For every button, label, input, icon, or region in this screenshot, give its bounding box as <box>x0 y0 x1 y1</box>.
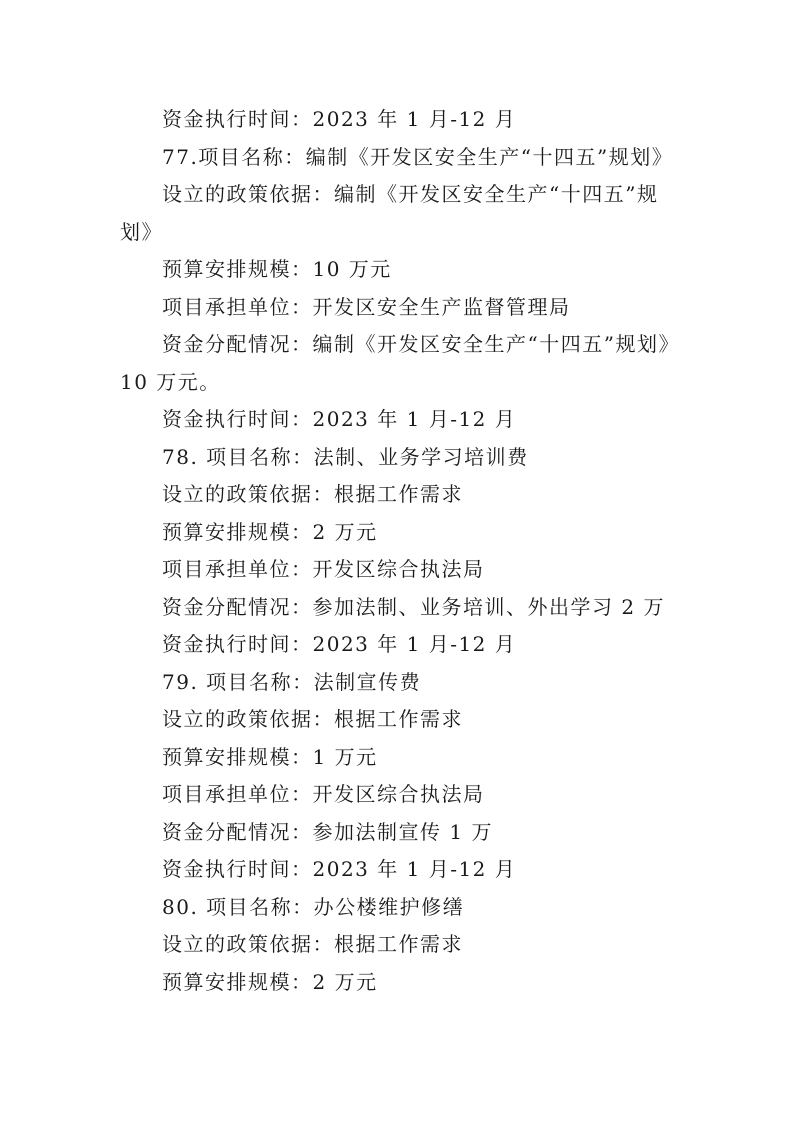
document-body <box>120 101 680 1001</box>
project-title: 78. 项目名称：法制、业务学习培训费 <box>162 444 529 469</box>
text-line: 资金执行时间：2023 年 1 月-12 月 <box>162 632 517 656</box>
text-line-wrapped: 设立的政策依据：编制《开发区安全生产“十四五”规划》 <box>120 182 659 244</box>
text-line: 项目承担单位：开发区综合执法局 <box>162 557 485 581</box>
text-line: 资金执行时间：2023 年 1 月-12 月 <box>162 407 517 431</box>
text-line-wrapped: 资金分配情况：编制《开发区安全生产“十四五”规划》10 万元。 <box>120 332 670 394</box>
text-line: 预算安排规模：2 万元 <box>162 969 378 994</box>
text-line: 设立的政策依据：根据工作需求 <box>162 707 463 731</box>
text-line: 资金分配情况：参加法制宣传 1 万 <box>162 819 493 844</box>
project-title: 77.项目名称：编制《开发区安全生产“十四五”规划》 <box>162 144 674 169</box>
text-line: 资金执行时间：2023 年 1 月-12 月 <box>162 107 517 131</box>
text-line: 项目承担单位：开发区综合执法局 <box>162 782 485 806</box>
text-line: 预算安排规模：2 万元 <box>162 519 378 544</box>
text-line: 设立的政策依据：根据工作需求 <box>162 932 463 956</box>
text-line: 预算安排规模：1 万元 <box>162 744 378 769</box>
text-line: 资金执行时间：2023 年 1 月-12 月 <box>162 857 517 881</box>
text-line: 资金分配情况：参加法制、业务培训、外出学习 2 万 <box>162 594 665 619</box>
text-line: 项目承担单位：开发区安全生产监督管理局 <box>162 294 571 319</box>
project-title: 79. 项目名称：法制宣传费 <box>162 669 422 694</box>
text-line: 预算安排规模：10 万元 <box>162 257 392 281</box>
project-title: 80. 项目名称：办公楼维护修缮 <box>162 894 465 919</box>
text-line: 设立的政策依据：根据工作需求 <box>162 482 463 506</box>
